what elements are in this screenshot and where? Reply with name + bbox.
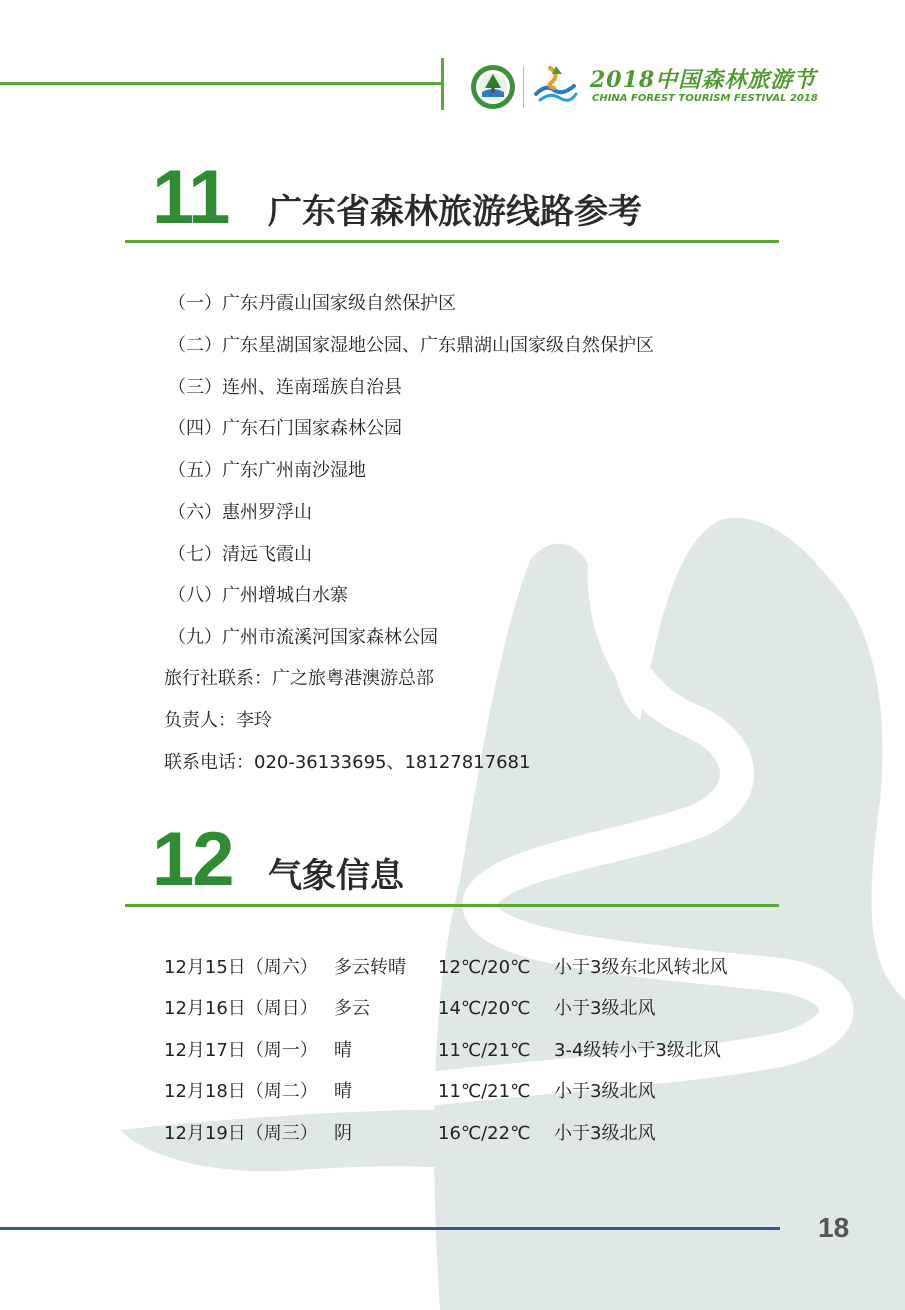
route-item: （五）广东广州南沙湿地 [168,460,366,481]
weather-date: 12月19日（周三） [164,1123,318,1144]
weather-wind: 小于3级北风 [554,998,656,1019]
route-item: （二）广东星湖国家湿地公园、广东鼎湖山国家级自然保护区 [168,335,654,356]
weather-date: 12月15日（周六） [164,957,318,978]
weather-condition: 多云 [334,998,370,1019]
weather-temperature: 16℃/22℃ [438,1123,531,1144]
route-item: （九）广州市流溪河国家森林公园 [168,627,438,648]
page-number: 18 [818,1212,850,1243]
route-item: （八）广州增城白水寨 [168,585,348,606]
weather-temperature: 14℃/20℃ [438,998,531,1019]
weather-condition: 阴 [334,1123,352,1144]
weather-row [164,957,764,979]
weather-date: 12月18日（周二） [164,1081,318,1102]
section-11-number: 11 [152,155,229,240]
festival-logo [530,60,580,110]
weather-condition: 晴 [334,1081,352,1102]
section-11-title: 广东省森林旅游线路参考 [268,192,642,232]
route-item: （一）广东丹霞山国家级自然保护区 [168,293,456,314]
weather-row [164,1040,764,1062]
weather-temperature: 11℃/21℃ [438,1040,531,1061]
travel-agency-contact: 旅行社联系：广之旅粤港澳游总部 [164,668,434,689]
route-item: （三）连州、连南瑶族自治县 [168,377,402,398]
weather-wind: 3-4级转小于3级北风 [554,1040,721,1061]
footer-rule [0,1227,780,1230]
weather-temperature: 12℃/20℃ [438,957,531,978]
logo-separator [523,66,524,108]
header-divider-tick [441,58,444,110]
weather-temperature: 11℃/21℃ [438,1081,531,1102]
contact-phone: 联系电话：020-36133695、18127817681 [164,752,531,773]
header-rule [0,82,443,85]
route-item: （四）广东石门国家森林公园 [168,418,402,439]
section-11-rule [125,240,779,243]
weather-date: 12月17日（周一） [164,1040,318,1061]
festival-name-en: CHINA FOREST TOURISM FESTIVAL 2018 [592,93,818,104]
forestry-emblem-logo [470,64,516,110]
weather-wind: 小于3级东北风转北风 [554,957,728,978]
route-item: （七）清远飞霞山 [168,544,312,565]
weather-wind: 小于3级北风 [554,1123,656,1144]
weather-condition: 晴 [334,1040,352,1061]
festival-name-cn: 2018中国森林旅游节 [590,67,817,93]
section-12-rule [125,904,779,907]
weather-condition: 多云转晴 [334,957,406,978]
weather-row [164,1081,764,1103]
weather-date: 12月16日（周日） [164,998,318,1019]
route-item: （六）惠州罗浮山 [168,502,312,523]
section-12-title: 气象信息 [268,856,404,896]
weather-row [164,998,764,1020]
weather-row [164,1123,764,1145]
contact-person: 负责人：李玲 [164,710,272,731]
weather-wind: 小于3级北风 [554,1081,656,1102]
section-12-number: 12 [152,817,233,902]
